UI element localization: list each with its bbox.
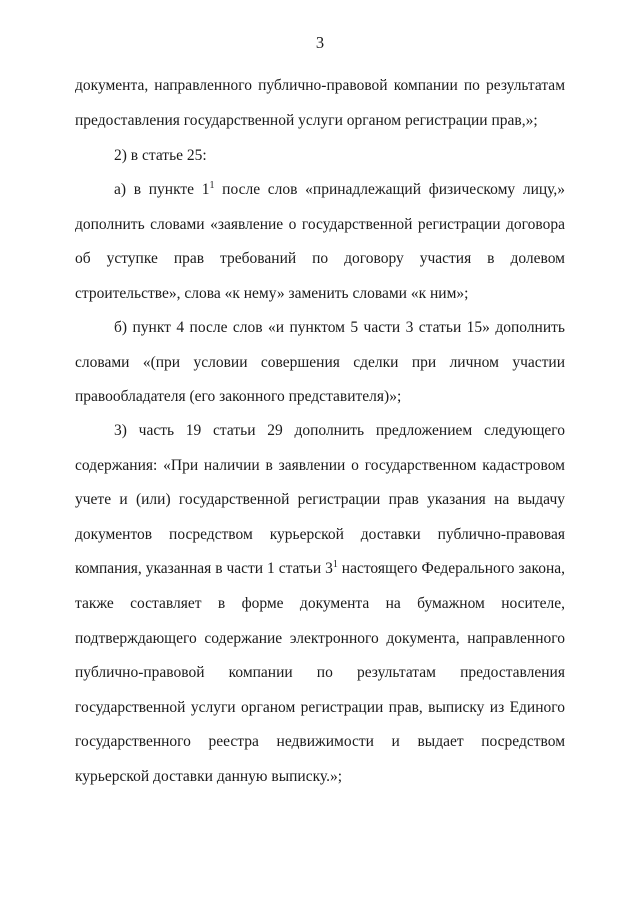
paragraph-text: настоящего Федерального закона, также составляет в форме документа на бумажном носителе, подтверждающего содержание электронного документа, направленного публично-правовой компании по результатам предоставления государственной услуги органом регистрации прав, выписку из Единого государственного реестра недвижимости и выдает посредством курьерской доставки данную выписку.»; [75, 560, 565, 785]
paragraph-item-a [75, 173, 565, 311]
paragraph-text: 3) часть 19 статьи 29 дополнить предложением следующего содержания: «При наличии в заявлении о государственном кадастровом учете и (или) государственной регистрации прав указания на выдачу документов посредством курьерской доставки публично-правовая компания, указанная в части 1 статьи 3 [75, 422, 565, 578]
superscript: 1 [332, 559, 338, 571]
paragraph-text: после слов «принадлежащий физическому лицу,» дополнить словами «заявление о государственной регистрации договора об уступке прав требований по договору участия в долевом строительстве», слова «к нему» заменить словами «к ним»; [75, 181, 565, 302]
paragraph-item-3 [75, 414, 565, 795]
paragraph-text: а) в пункте 1 [114, 181, 210, 198]
paragraph-item-b: б) пункт 4 после слов «и пунктом 5 части 3 статьи 15» дополнить словами «(при условии совершения сделки при личном участии правообладателя (его законного представителя)»; [75, 319, 565, 406]
superscript: 1 [209, 180, 215, 191]
paragraph-item-2: 2) в статье 25: [114, 147, 207, 164]
paragraph-continuation: документа, направленного публично-правовой компании по результатам предоставления государственной услуги органом регистрации прав,»; [75, 77, 565, 129]
page-number: 3 [315, 33, 325, 52]
